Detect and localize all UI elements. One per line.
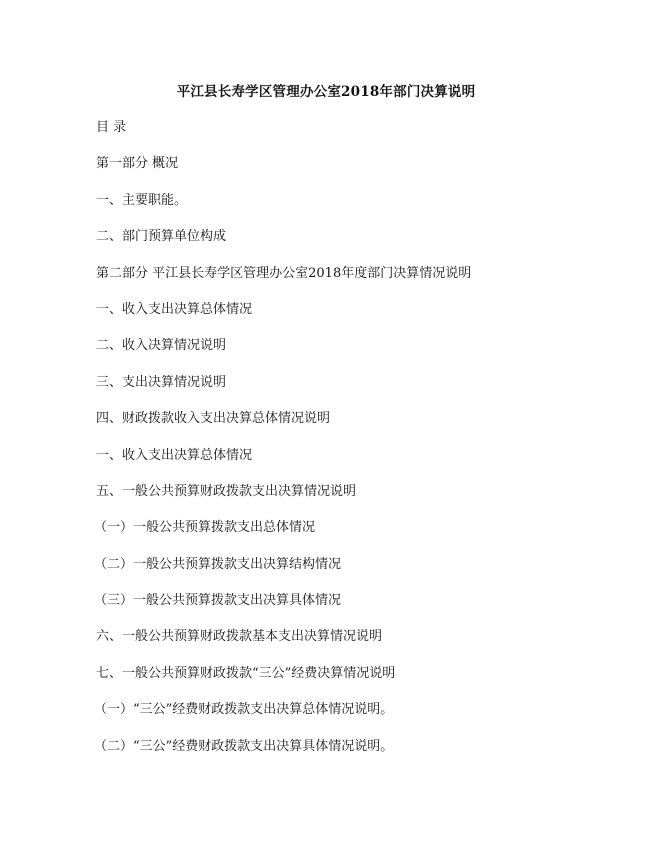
- toc-item: 三、支出决算情况说明: [96, 374, 227, 390]
- table-of-contents: [96, 119, 616, 774]
- toc-subitem: （三）一般公共预算拨款支出决算具体情况: [94, 593, 342, 609]
- toc-item: 二、收入决算情况说明: [96, 338, 227, 354]
- toc-item: 四、财政拨款收入支出决算总体情况说明: [96, 411, 331, 427]
- toc-item: 一、收入支出决算总体情况: [96, 447, 253, 463]
- toc-subitem: （二）一般公共预算拨款支出决算结构情况: [94, 556, 342, 572]
- toc-item: 二、部门预算单位构成: [96, 229, 227, 245]
- toc-subitem: （一）“三公”经费财政拨款支出决算总体情况说明。: [94, 702, 394, 718]
- toc-item: 七、一般公共预算财政拨款“三公”经费决算情况说明: [96, 665, 396, 681]
- toc-part-two: 第二部分 平江县长寿学区管理办公室2018年度部门决算情况说明: [96, 265, 472, 281]
- toc-item: 一、收入支出决算总体情况: [96, 301, 253, 317]
- toc-subitem: （一）一般公共预算拨款支出总体情况: [94, 520, 316, 536]
- toc-heading: 目 录: [96, 120, 127, 135]
- toc-item: 一、主要职能。: [96, 192, 188, 208]
- toc-item: 五、一般公共预算财政拨款支出决算情况说明: [96, 483, 357, 499]
- document-title: 平江县长寿学区管理办公室2018年部门决算说明: [176, 84, 476, 100]
- toc-item: 六、一般公共预算财政拨款基本支出决算情况说明: [96, 629, 383, 645]
- toc-part-one: 第一部分 概况: [96, 156, 179, 172]
- toc-subitem: （二）“三公”经费财政拨款支出决算具体情况说明。: [94, 738, 394, 754]
